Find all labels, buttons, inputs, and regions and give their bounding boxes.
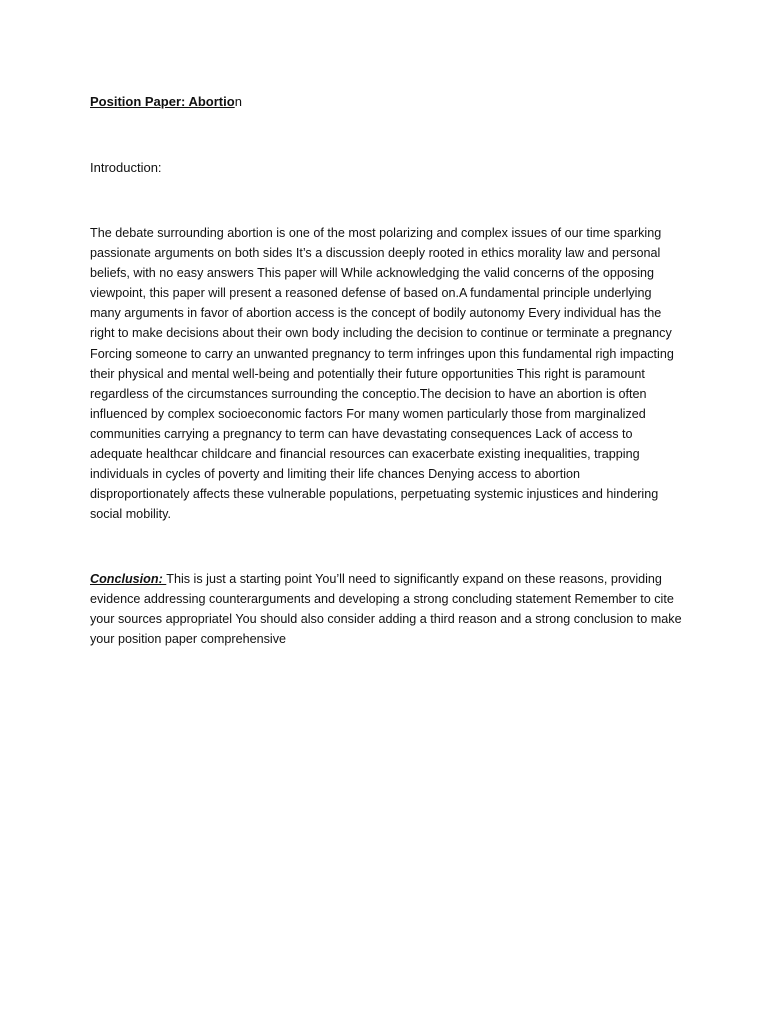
title-main: Position Paper: Abortio — [90, 94, 235, 109]
conclusion-paragraph — [90, 569, 682, 649]
introduction-paragraph: The debate surrounding abortion is one of the most polarizing and complex issues of our time sparking passionate arguments on both sides It’s a discussion deeply rooted in ethics morality law and personal beliefs, with no easy answers This paper will While acknowledging the valid concerns of the opposing viewpoint, this paper will present a reasoned defense of based on.A fundamental principle underlying many arguments in favor of abortion access is the concept of bodily autonomy Every individual has the right to make decisions about their own body including the decision to continue or terminate a pregnancy Forcing someone to carry an unwanted pregnancy to term infringes upon this fundamental righ impacting their physical and mental well-being and potentially their future opportunities This right is paramount regardless of the circumstances surrounding the conceptio.The decision to have an abortion is often influenced by complex socioeconomic factors For many women particularly those from marginalized communities carrying a pregnancy to term can have devastating consequences Lack of access to adequate healthcar childcare and financial resources can exacerbate existing inequalities, trapping individuals in cycles of poverty and limiting their life chances Denying access to abortion disproportionately affects these vulnerable populations, perpetuating systemic injustices and hindering social mobility. — [90, 226, 674, 522]
conclusion-label: Conclusion: — [90, 572, 167, 586]
title-tail: n — [234, 94, 242, 109]
document-title — [90, 93, 242, 111]
conclusion-text: This is just a starting point You’ll need to significantly expand on these reasons, providing evidence addressing counterarguments and developing a strong concluding statement Remember to cite your sources appropriatel You should also consider adding a third reason and a strong conclusion to make your position paper comprehensive — [90, 572, 682, 647]
introduction-heading: Introduction: — [90, 160, 162, 175]
